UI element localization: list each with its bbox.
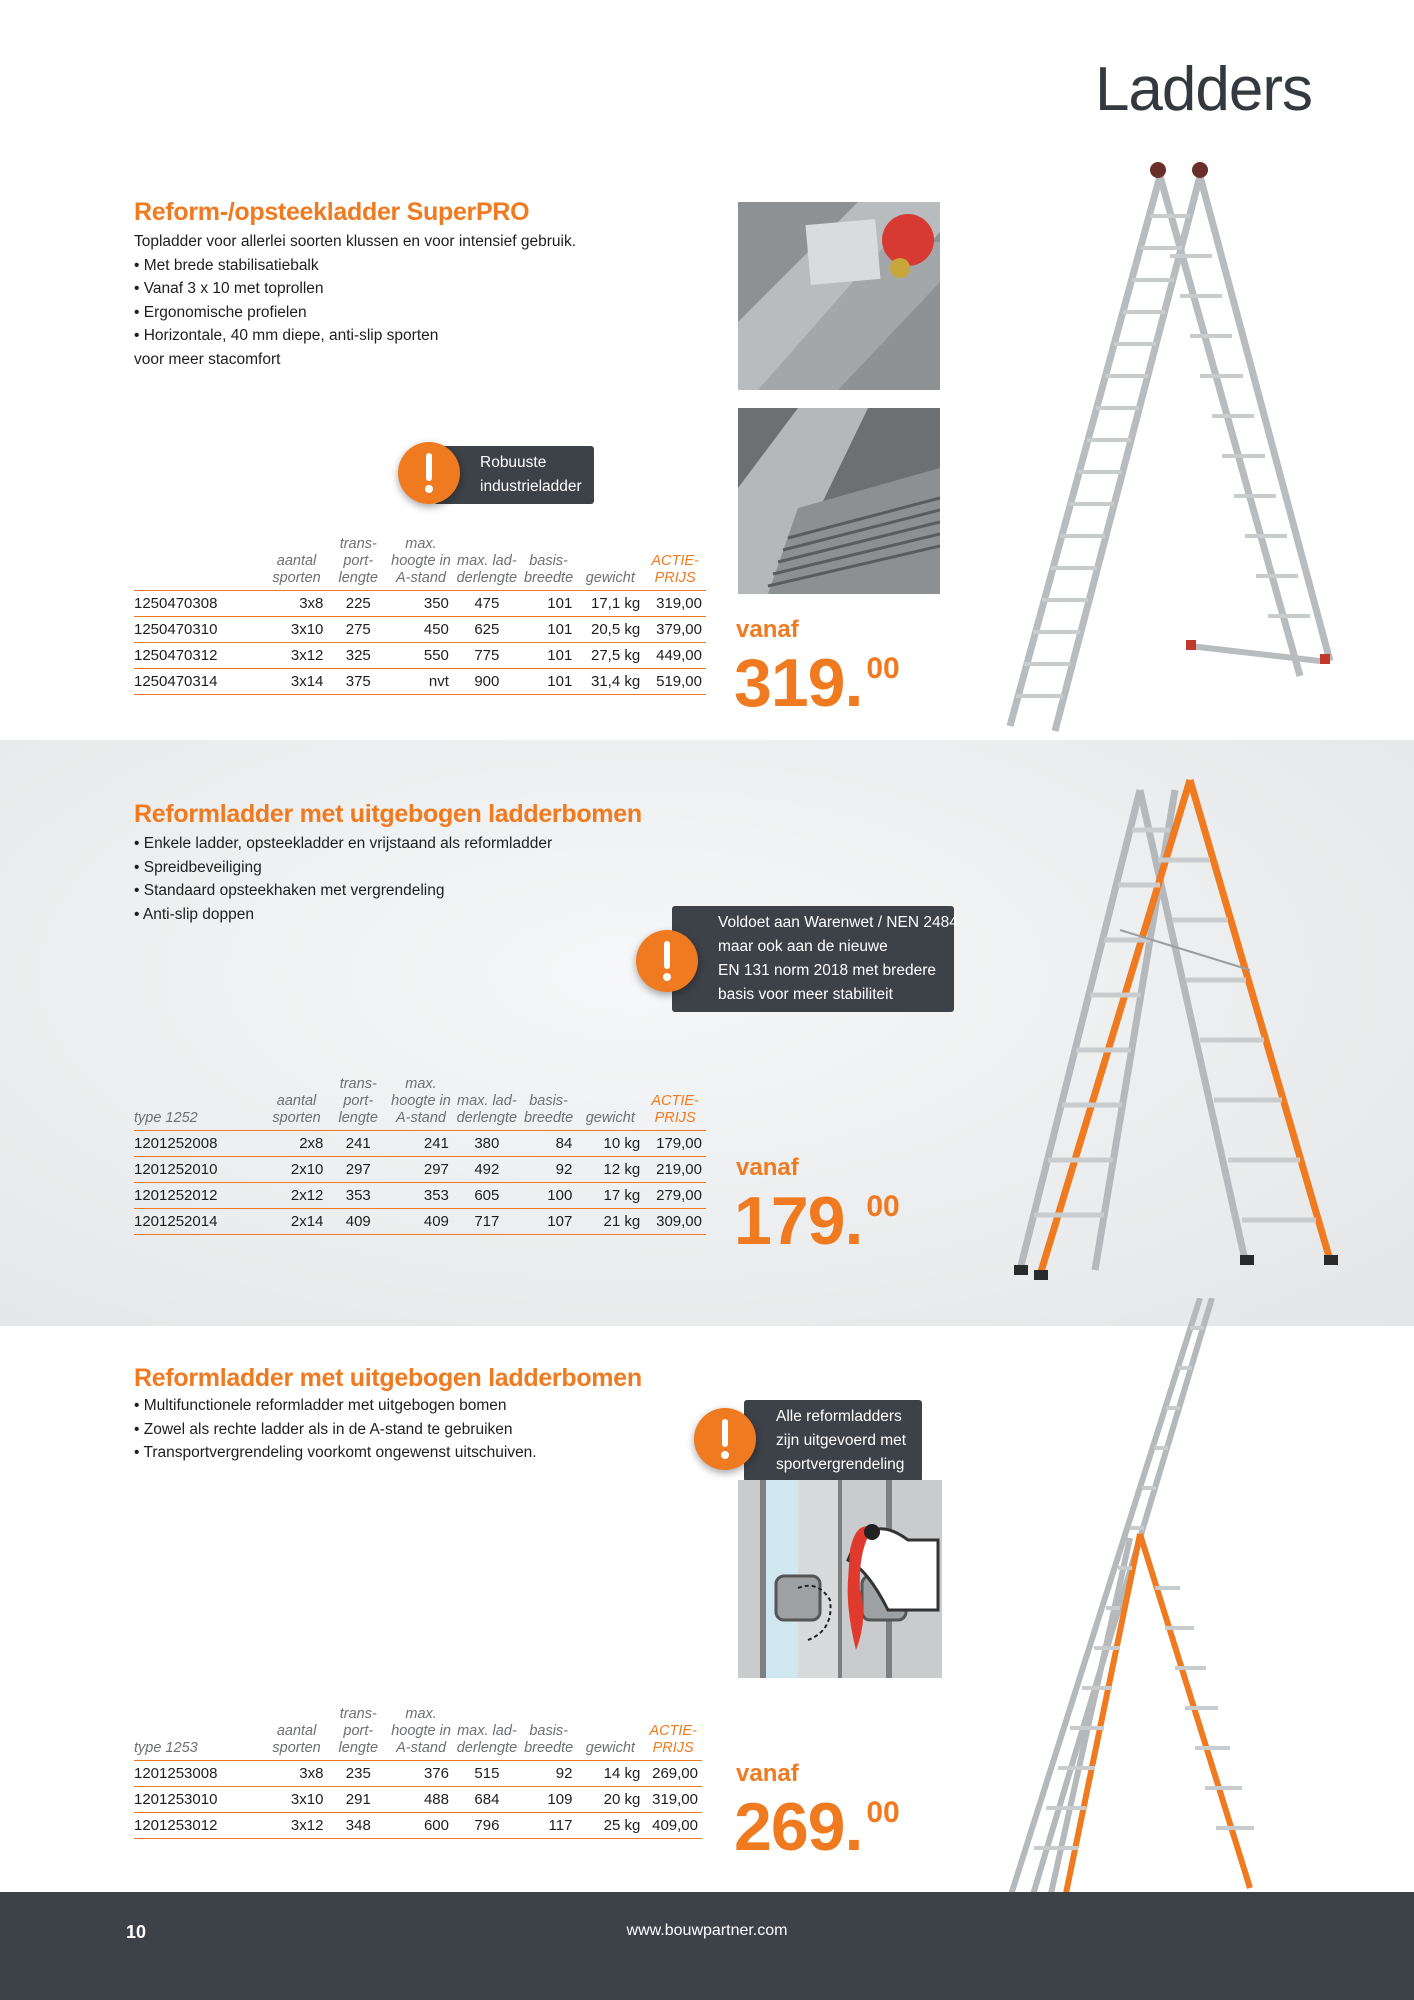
cell: 1250470310 xyxy=(134,617,266,643)
cell: 900 xyxy=(453,669,521,695)
cell: 101 xyxy=(521,669,577,695)
product-section-type-1252 xyxy=(0,740,1414,1326)
description-line: • Zowel als rechte ladder als in de A-stand te gebruiken xyxy=(134,1420,513,1438)
cell: 107 xyxy=(521,1209,577,1235)
product-description xyxy=(134,230,576,371)
col-header: trans- port- lengte xyxy=(327,536,389,591)
cell: 309,00 xyxy=(644,1209,706,1235)
cell: 519,00 xyxy=(644,669,706,695)
col-header: gewicht xyxy=(576,1706,644,1761)
cell: 319,00 xyxy=(644,1787,702,1813)
col-header: gewicht xyxy=(576,1076,644,1131)
callout-box xyxy=(672,906,958,1012)
price-main: 319. xyxy=(734,645,863,721)
cell: 101 xyxy=(521,591,577,617)
spec-table xyxy=(134,536,706,695)
col-header: trans- port- lengte xyxy=(327,1706,389,1761)
product-description xyxy=(134,832,552,926)
page-title: Ladders xyxy=(1094,55,1312,124)
cell: 241 xyxy=(389,1131,453,1157)
product-description xyxy=(134,1394,537,1465)
description-line: • Vanaf 3 x 10 met toprollen xyxy=(134,280,324,297)
product-section-type-1253 xyxy=(0,1326,1414,1892)
cell: 235 xyxy=(327,1761,389,1787)
callout-line: Robuuste xyxy=(480,454,547,471)
cell: 92 xyxy=(521,1761,577,1787)
cell: 101 xyxy=(521,617,577,643)
col-header: gewicht xyxy=(576,536,644,591)
cell: 3x14 xyxy=(266,669,328,695)
cell: 515 xyxy=(453,1761,521,1787)
product-photo-rung-lock xyxy=(738,1480,942,1678)
cell: 17 kg xyxy=(576,1183,644,1209)
cell: 450 xyxy=(389,617,453,643)
spec-table xyxy=(134,1076,706,1235)
cell: 409 xyxy=(327,1209,389,1235)
table-row xyxy=(134,1183,706,1209)
cell: 109 xyxy=(521,1787,577,1813)
callout-box xyxy=(744,1400,922,1482)
cell: 84 xyxy=(521,1131,577,1157)
cell: 3x8 xyxy=(266,591,328,617)
ladder-image-1253 xyxy=(990,1298,1290,1918)
callout-line: EN 131 norm 2018 met bredere xyxy=(718,962,936,979)
price-main: 269. xyxy=(734,1789,863,1865)
table-row xyxy=(134,1157,706,1183)
cell: 376 xyxy=(389,1761,453,1787)
cell: 409,00 xyxy=(644,1813,702,1839)
type-label xyxy=(134,536,266,591)
col-header-price: ACTIE- PRIJS xyxy=(644,536,706,591)
description-line: voor meer stacomfort xyxy=(134,350,281,368)
cell: nvt xyxy=(389,669,453,695)
callout-line: Alle reformladders xyxy=(776,1408,902,1425)
cell: 350 xyxy=(389,591,453,617)
table-header-row xyxy=(134,1706,702,1761)
cell: 1201253012 xyxy=(134,1813,266,1839)
vanaf-label: vanaf xyxy=(736,616,799,643)
cell: 3x8 xyxy=(266,1761,328,1787)
product-photo-rungs xyxy=(738,408,940,594)
col-header: max. lad- derlengte xyxy=(453,536,521,591)
table-row xyxy=(134,591,706,617)
exclamation-icon xyxy=(398,442,460,504)
table-row xyxy=(134,1787,702,1813)
spec-table xyxy=(134,1706,702,1839)
cell: 1250470312 xyxy=(134,643,266,669)
price-cents: 00 xyxy=(866,1796,900,1829)
callout-line: industrieladder xyxy=(480,478,582,495)
cell: 625 xyxy=(453,617,521,643)
price-display xyxy=(734,644,900,722)
col-header-price: ACTIE- PRIJS xyxy=(644,1076,706,1131)
cell: 179,00 xyxy=(644,1131,706,1157)
description-line: • Met brede stabilisatiebalk xyxy=(134,256,319,274)
cell: 353 xyxy=(327,1183,389,1209)
cell: 2x8 xyxy=(266,1131,328,1157)
col-header: max. lad- derlengte xyxy=(453,1076,521,1131)
cell: 20 kg xyxy=(576,1787,644,1813)
product-section-superpro xyxy=(0,150,1414,740)
col-header: basis- breedte xyxy=(521,536,577,591)
cell: 3x10 xyxy=(266,1787,328,1813)
cell: 409 xyxy=(389,1209,453,1235)
price-display xyxy=(734,1788,900,1866)
callout-line: sportvergrendeling xyxy=(776,1456,905,1473)
cell: 449,00 xyxy=(644,643,706,669)
cell: 488 xyxy=(389,1787,453,1813)
vanaf-label: vanaf xyxy=(736,1760,799,1787)
cell: 27,5 kg xyxy=(576,643,644,669)
cell: 3x12 xyxy=(266,643,328,669)
cell: 1250470308 xyxy=(134,591,266,617)
price-main: 179. xyxy=(734,1183,863,1259)
cell: 3x12 xyxy=(266,1813,328,1839)
cell: 492 xyxy=(453,1157,521,1183)
cell: 100 xyxy=(521,1183,577,1209)
cell: 600 xyxy=(389,1813,453,1839)
col-header: max. lad- derlengte xyxy=(453,1706,521,1761)
table-row xyxy=(134,669,706,695)
type-label: type 1252 xyxy=(134,1076,266,1131)
cell: 3x10 xyxy=(266,617,328,643)
description-line: Topladder voor allerlei soorten klussen en voor intensief gebruik. xyxy=(134,233,576,250)
cell: 297 xyxy=(389,1157,453,1183)
col-header: max. hoogte in A-stand xyxy=(389,536,453,591)
description-line: • Standaard opsteekhaken met vergrendeling xyxy=(134,882,445,899)
cell: 1201252008 xyxy=(134,1131,266,1157)
cell: 2x10 xyxy=(266,1157,328,1183)
callout-line: basis voor meer stabiliteit xyxy=(718,986,893,1003)
description-line: • Ergonomische profielen xyxy=(134,303,307,321)
cell: 291 xyxy=(327,1787,389,1813)
price-display xyxy=(734,1182,900,1260)
col-header: aantal sporten xyxy=(266,1076,328,1131)
product-title: Reformladder met uitgebogen ladderbomen xyxy=(134,1364,642,1392)
table-row xyxy=(134,1813,702,1839)
callout-line: Voldoet aan Warenwet / NEN 2484 xyxy=(718,914,958,931)
table-row xyxy=(134,1761,702,1787)
cell: 275 xyxy=(327,617,389,643)
table-row xyxy=(134,1131,706,1157)
cell: 279,00 xyxy=(644,1183,706,1209)
price-cents: 00 xyxy=(866,1190,900,1223)
ladder-image-superpro xyxy=(1000,156,1340,746)
cell: 1201253008 xyxy=(134,1761,266,1787)
cell: 117 xyxy=(521,1813,577,1839)
cell: 684 xyxy=(453,1787,521,1813)
cell: 375 xyxy=(327,669,389,695)
description-line: • Spreidbeveiliging xyxy=(134,858,262,876)
description-line: • Multifunctionele reformladder met uitgebogen bomen xyxy=(134,1397,507,1414)
cell: 269,00 xyxy=(644,1761,702,1787)
cell: 10 kg xyxy=(576,1131,644,1157)
col-header: trans- port- lengte xyxy=(327,1076,389,1131)
ladder-image-1252 xyxy=(1000,770,1340,1290)
col-header: aantal sporten xyxy=(266,536,328,591)
col-header: basis- breedte xyxy=(521,1706,577,1761)
cell: 348 xyxy=(327,1813,389,1839)
cell: 717 xyxy=(453,1209,521,1235)
cell: 25 kg xyxy=(576,1813,644,1839)
cell: 241 xyxy=(327,1131,389,1157)
cell: 1201252014 xyxy=(134,1209,266,1235)
table-header-row xyxy=(134,536,706,591)
cell: 775 xyxy=(453,643,521,669)
exclamation-icon xyxy=(636,930,698,992)
cell: 353 xyxy=(389,1183,453,1209)
cell: 2x12 xyxy=(266,1183,328,1209)
cell: 21 kg xyxy=(576,1209,644,1235)
exclamation-icon xyxy=(694,1408,756,1470)
product-title: Reformladder met uitgebogen ladderbomen xyxy=(134,800,642,828)
cell: 20,5 kg xyxy=(576,617,644,643)
cell: 475 xyxy=(453,591,521,617)
cell: 225 xyxy=(327,591,389,617)
cell: 325 xyxy=(327,643,389,669)
vanaf-label: vanaf xyxy=(736,1154,799,1181)
cell: 297 xyxy=(327,1157,389,1183)
type-label: type 1253 xyxy=(134,1706,266,1761)
cell: 1250470314 xyxy=(134,669,266,695)
page-number: 10 xyxy=(126,1922,147,1942)
website-link[interactable]: www.bouwpartner.com xyxy=(626,1922,788,1939)
product-photo-hinge xyxy=(738,202,940,390)
col-header: aantal sporten xyxy=(266,1706,328,1761)
cell: 14 kg xyxy=(576,1761,644,1787)
cell: 92 xyxy=(521,1157,577,1183)
price-cents: 00 xyxy=(866,652,900,685)
cell: 1201253010 xyxy=(134,1787,266,1813)
description-line: • Transportvergrendeling voorkomt ongewenst uitschuiven. xyxy=(134,1444,537,1461)
col-header: max. hoogte in A-stand xyxy=(389,1076,453,1131)
page-footer xyxy=(0,1892,1414,2000)
cell: 605 xyxy=(453,1183,521,1209)
cell: 31,4 kg xyxy=(576,669,644,695)
cell: 379,00 xyxy=(644,617,706,643)
col-header-price: ACTIE- PRIJS xyxy=(644,1706,702,1761)
cell: 12 kg xyxy=(576,1157,644,1183)
product-title: Reform-/opsteekladder SuperPRO xyxy=(134,198,530,226)
col-header: max. hoogte in A-stand xyxy=(389,1706,453,1761)
table-row xyxy=(134,617,706,643)
cell: 380 xyxy=(453,1131,521,1157)
cell: 550 xyxy=(389,643,453,669)
table-row xyxy=(134,1209,706,1235)
cell: 17,1 kg xyxy=(576,591,644,617)
table-header-row xyxy=(134,1076,706,1131)
description-line: • Anti-slip doppen xyxy=(134,905,255,923)
col-header: basis- breedte xyxy=(521,1076,577,1131)
description-line: • Horizontale, 40 mm diepe, anti-slip sporten xyxy=(134,327,439,344)
cell: 101 xyxy=(521,643,577,669)
cell: 2x14 xyxy=(266,1209,328,1235)
cell: 1201252012 xyxy=(134,1183,266,1209)
cell: 219,00 xyxy=(644,1157,706,1183)
cell: 796 xyxy=(453,1813,521,1839)
callout-line: zijn uitgevoerd met xyxy=(776,1432,907,1449)
table-row xyxy=(134,643,706,669)
description-line: • Enkele ladder, opsteekladder en vrijstaand als reformladder xyxy=(134,835,553,852)
cell: 1201252010 xyxy=(134,1157,266,1183)
cell: 319,00 xyxy=(644,591,706,617)
callout-line: maar ook aan de nieuwe xyxy=(718,938,888,955)
